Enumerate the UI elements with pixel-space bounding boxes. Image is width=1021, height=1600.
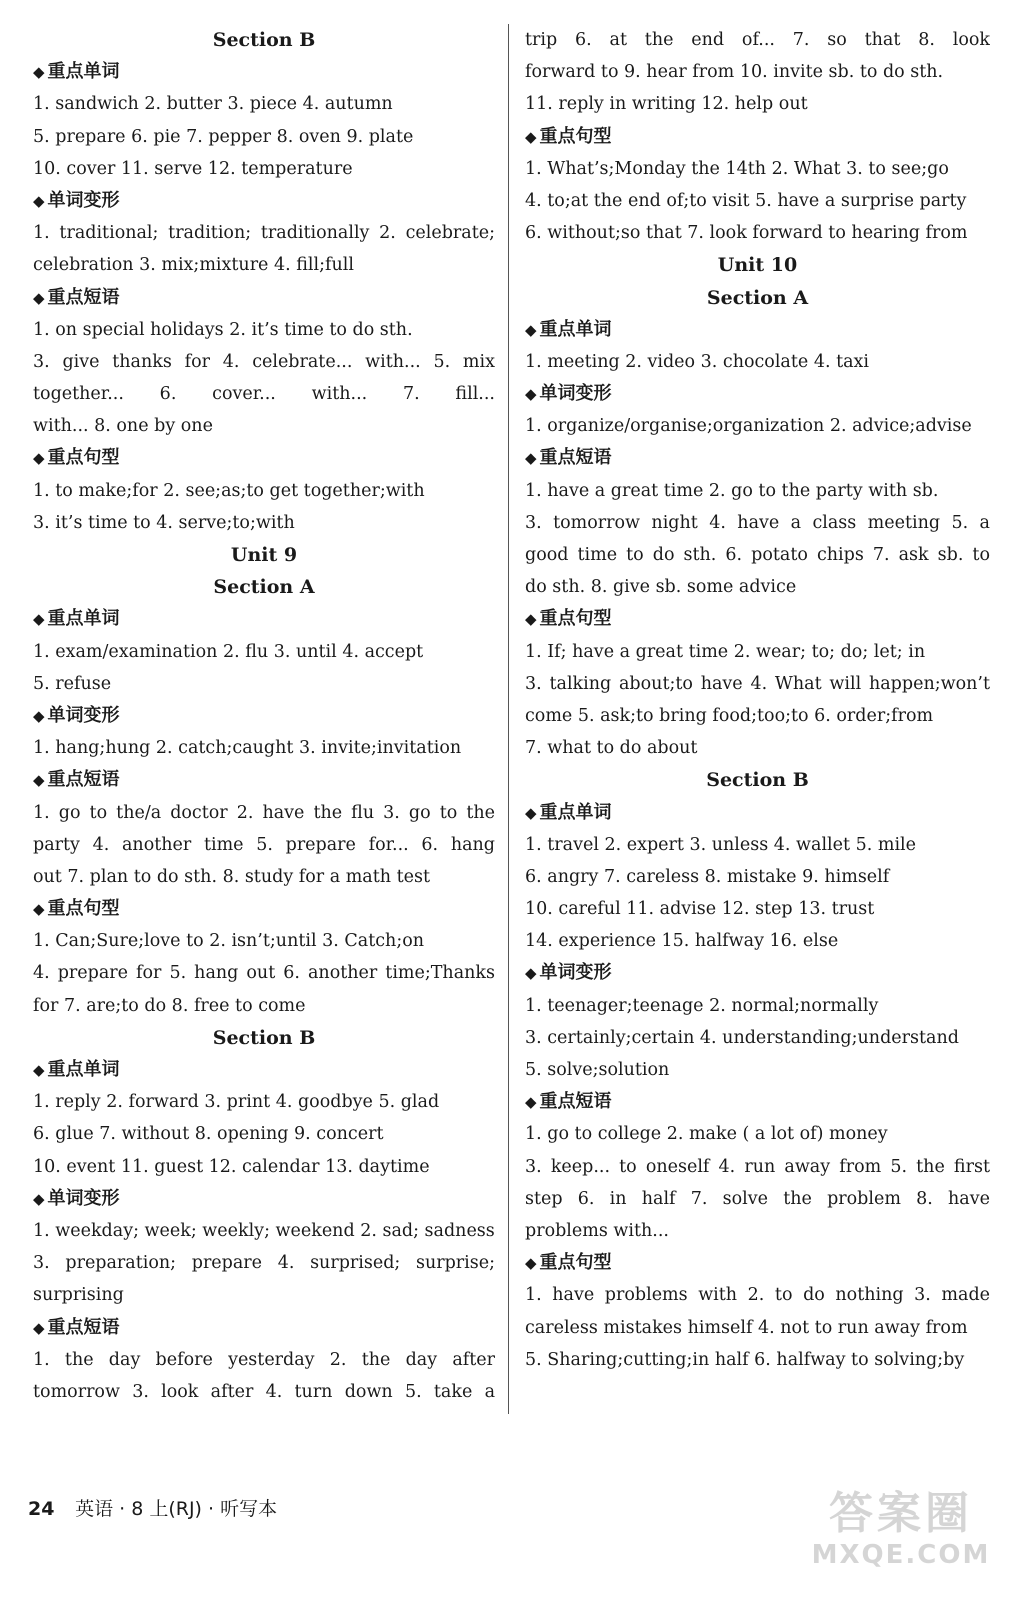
section-heading: Section B: [706, 769, 809, 792]
category-heading: [525, 442, 990, 474]
category-label: 重点短语: [47, 1316, 120, 1338]
answer-line: 1. the day before yesterday 2. the day after: [33, 1349, 495, 1370]
category-heading: [525, 797, 990, 829]
answer-line: 1. have a great time 2. go to the party with sb.: [525, 480, 939, 501]
diamond-bullet-icon: ◆: [33, 1061, 45, 1079]
diamond-bullet-icon: ◆: [525, 385, 537, 404]
answer-line: forward to 9. hear from 10. invite sb. to do sth.: [525, 62, 944, 83]
answer-line: 1. go to the/a doctor 2. have the flu 3. go to the: [33, 802, 495, 823]
category-heading: [33, 1183, 495, 1215]
answer-line: 1. on special holidays 2. it’s time to do sth.: [33, 319, 413, 340]
category-heading: [525, 314, 990, 346]
answer-line: 1. sandwich 2. butter 3. piece 4. autumn: [33, 94, 393, 115]
section-heading: Section B: [212, 1026, 316, 1049]
answer-line: together... 6. cover... with... 7. fill...: [33, 384, 495, 405]
answer-line: 6. without;so that 7. look forward to hearing from: [525, 223, 968, 244]
diamond-bullet-icon: ◆: [33, 449, 45, 468]
answer-line: trip 6. at the end of... 7. so that 8. look: [525, 30, 990, 50]
answer-line: 5. prepare 6. pie 7. pepper 8. oven 9. plate: [33, 126, 414, 147]
answer-line: 3. preparation; prepare 4. surprised; surprise;: [33, 1253, 495, 1274]
category-heading: [33, 893, 495, 925]
answer-line: 3. tomorrow night 4. have a class meeting 5. a: [525, 512, 990, 533]
book-info: 英语 · 8 上(RJ) · 听写本: [75, 1498, 278, 1520]
category-label: 重点句型: [47, 898, 120, 920]
category-heading: [33, 764, 495, 796]
category-label: 重点短语: [539, 447, 612, 469]
diamond-bullet-icon: ◆: [33, 706, 45, 725]
category-label: 重点句型: [539, 1252, 612, 1274]
category-heading: [33, 282, 495, 314]
diamond-bullet-icon: ◆: [525, 803, 537, 822]
section-heading: Section A: [213, 576, 315, 599]
answer-line: 1. reply 2. forward 3. print 4. goodbye 5. glad: [33, 1092, 440, 1113]
watermark-site: MXQE.COM: [811, 1540, 991, 1570]
category-heading: [33, 1312, 495, 1344]
answer-line: tomorrow 3. look after 4. turn down 5. take a: [33, 1381, 495, 1402]
answer-line: 1. weekday; week; weekly; weekend 2. sad; sadness: [33, 1220, 495, 1241]
category-heading: [525, 1247, 990, 1279]
column-divider: [508, 24, 509, 1414]
answer-line: 1. teenager;teenage 2. normal;normally: [525, 995, 879, 1016]
answer-line: out 7. plan to do sth. 8. study for a math test: [33, 866, 430, 887]
category-label: 重点单词: [47, 1059, 120, 1080]
category-label: 重点短语: [539, 1091, 612, 1113]
category-label: 重点短语: [47, 286, 120, 308]
category-label: 重点单词: [539, 801, 612, 823]
answer-line: 1. traditional; tradition; traditionally 2. celebrate;: [33, 223, 495, 244]
page-footer: [28, 1494, 277, 1521]
watermark-logo: [806, 1488, 996, 1584]
category-label: 重点句型: [539, 608, 612, 630]
category-heading: [525, 957, 990, 989]
section-heading: Section A: [706, 286, 809, 309]
category-label: 单词变形: [47, 1187, 120, 1209]
answer-line: 1. go to college 2. make ( a lot of) money: [525, 1124, 888, 1145]
answer-line: 6. angry 7. careless 8. mistake 9. himself: [525, 866, 890, 887]
answer-line: careless mistakes himself 4. not to run away from: [525, 1317, 968, 1338]
unit-heading: Unit 10: [717, 254, 798, 277]
answer-line: do sth. 8. give sb. some advice: [525, 577, 797, 598]
answer-line: 1. Can;Sure;love to 2. isn’t;until 3. Catch;on: [33, 931, 425, 952]
answer-line: 7. what to do about: [525, 738, 698, 759]
answer-line: 5. Sharing;cutting;in half 6. halfway to solving;by: [525, 1349, 965, 1370]
category-label: 单词变形: [47, 704, 120, 726]
diamond-bullet-icon: ◆: [33, 63, 45, 82]
category-label: 单词变形: [539, 383, 612, 405]
answer-line: good time to do sth. 6. potato chips 7. ask sb. to: [525, 545, 990, 565]
answer-line: 6. glue 7. without 8. opening 9. concert: [33, 1124, 384, 1145]
answer-line: 1. travel 2. expert 3. unless 4. wallet 5. mile: [525, 834, 916, 855]
answer-line: with... 8. one by one: [33, 416, 213, 437]
answer-line: 10. event 11. guest 12. calendar 13. daytime: [33, 1156, 430, 1177]
diamond-bullet-icon: ◆: [525, 610, 537, 629]
answer-line: 1. meeting 2. video 3. chocolate 4. taxi: [525, 351, 870, 372]
unit-heading: Unit 9: [230, 544, 298, 566]
diamond-bullet-icon: ◆: [33, 288, 45, 307]
answer-line: 4. to;at the end of;to visit 5. have a surprise party: [525, 190, 967, 211]
answer-line: 3. talking about;to have 4. What will happen;won’t: [525, 673, 990, 694]
answer-line: 3. give thanks for 4. celebrate... with... 5. mix: [33, 351, 495, 372]
diamond-bullet-icon: ◆: [33, 1318, 45, 1337]
left-column: [33, 24, 495, 1408]
category-heading: [525, 603, 990, 635]
answer-line: for 7. are;to do 8. free to come: [33, 995, 306, 1016]
diamond-bullet-icon: ◆: [525, 449, 537, 468]
diamond-bullet-icon: ◆: [525, 1254, 537, 1273]
category-heading: [33, 56, 495, 88]
category-heading: [33, 700, 495, 732]
category-label: 重点句型: [47, 447, 120, 469]
category-label: 单词变形: [47, 189, 120, 211]
answer-line: surprising: [33, 1285, 124, 1306]
answer-line: problems with...: [525, 1220, 669, 1241]
answer-line: come 5. ask;to bring food;too;to 6. order;from: [525, 705, 934, 726]
answer-line: 1. exam/examination 2. flu 3. until 4. accept: [33, 641, 424, 662]
answer-line: 3. it’s time to 4. serve;to;with: [33, 512, 295, 533]
diamond-bullet-icon: ◆: [525, 1093, 537, 1112]
answer-line: 1. What’s;Monday the 14th 2. What 3. to see;go: [525, 158, 949, 179]
category-label: 重点短语: [47, 769, 120, 791]
page-number: 24: [28, 1498, 55, 1520]
answer-line: 11. reply in writing 12. help out: [525, 94, 808, 115]
answer-line: 1. hang;hung 2. catch;caught 3. invite;invitation: [33, 738, 462, 759]
section-heading: Section B: [212, 29, 316, 51]
category-heading: [525, 121, 990, 153]
category-label: 重点单词: [47, 608, 120, 630]
answer-line: 1. If; have a great time 2. wear; to; do; let; in: [525, 641, 926, 662]
answer-line: celebration 3. mix;mixture 4. fill;full: [33, 255, 354, 276]
answer-line: 5. solve;solution: [525, 1060, 670, 1080]
category-label: 单词变形: [539, 962, 612, 984]
answer-line: 10. careful 11. advise 12. step 13. trust: [525, 899, 875, 920]
diamond-bullet-icon: ◆: [525, 320, 537, 339]
diamond-bullet-icon: ◆: [525, 964, 537, 983]
category-label: 重点单词: [47, 61, 120, 83]
diamond-bullet-icon: ◆: [525, 127, 537, 146]
diamond-bullet-icon: ◆: [33, 610, 45, 629]
watermark-chars: 答案圈: [829, 1488, 973, 1539]
answer-line: 1. have problems with 2. to do nothing 3. made: [525, 1285, 990, 1306]
category-heading: [33, 1054, 495, 1086]
diamond-bullet-icon: ◆: [33, 900, 45, 919]
answer-line: 1. organize/organise;organization 2. advice;advise: [525, 416, 972, 437]
category-label: 重点句型: [539, 125, 612, 147]
answer-line: 14. experience 15. halfway 16. else: [525, 931, 839, 952]
answer-line: step 6. in half 7. solve the problem 8. have: [525, 1188, 990, 1209]
answer-line: 5. refuse: [33, 673, 112, 694]
category-heading: [33, 603, 495, 635]
answer-line: 1. to make;for 2. see;as;to get together;with: [33, 480, 425, 501]
category-heading: [525, 378, 990, 410]
category-heading: [33, 442, 495, 474]
answer-line: party 4. another time 5. prepare for... 6. hang: [33, 834, 495, 855]
answer-line: 4. prepare for 5. hang out 6. another time;Thanks: [33, 963, 495, 984]
category-heading: [33, 185, 495, 217]
answer-line: 10. cover 11. serve 12. temperature: [33, 158, 353, 179]
answer-line: 3. keep... to oneself 4. run away from 5. the first: [525, 1156, 990, 1177]
diamond-bullet-icon: ◆: [33, 1189, 45, 1208]
answer-line: 3. certainly;certain 4. understanding;understand: [525, 1027, 959, 1048]
category-heading: [525, 1086, 990, 1118]
right-column: [525, 24, 990, 1376]
diamond-bullet-icon: ◆: [33, 191, 45, 210]
category-label: 重点单词: [539, 318, 612, 340]
diamond-bullet-icon: ◆: [33, 771, 45, 790]
